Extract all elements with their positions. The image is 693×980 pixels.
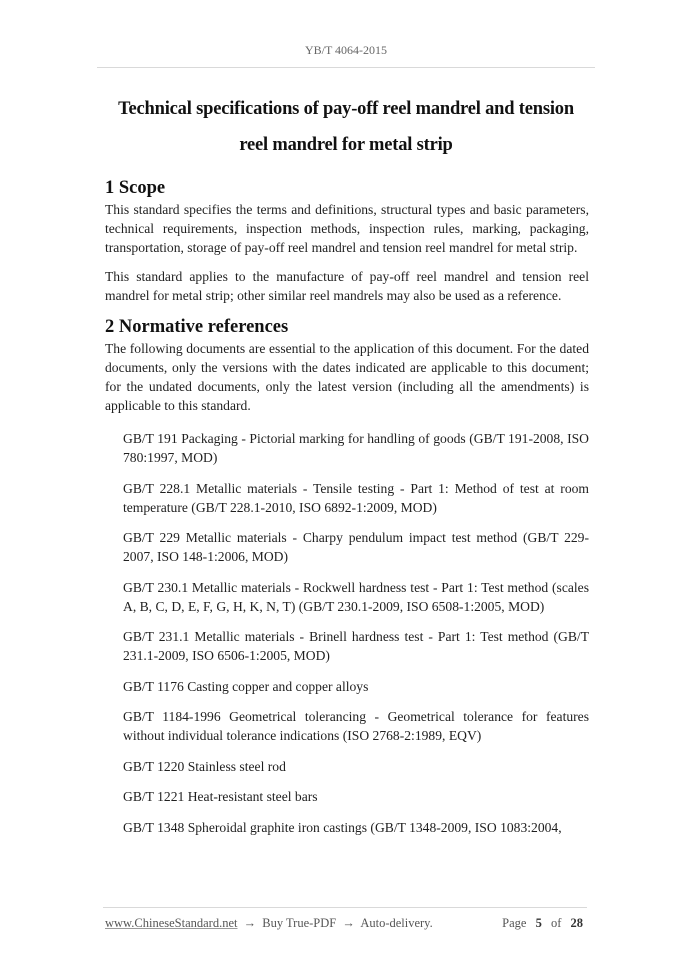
page-footer	[105, 916, 583, 931]
page-total: 28	[570, 916, 583, 930]
of-label: of	[550, 916, 562, 930]
section-heading-normative-references: 2 Normative references	[105, 317, 289, 337]
page-indicator	[502, 916, 583, 931]
document-body	[105, 176, 589, 848]
document-title	[90, 91, 602, 163]
page-current: 5	[535, 916, 542, 930]
title-line-2: reel mandrel for metal strip	[239, 135, 453, 155]
normative-intro-paragraph: The following documents are essential to the application of this document. For the dated documents, only the versions with the dates indicated are applicable to this document; for the undated documents, only the latest version (including all the amendments) is applicable to this standard.	[105, 341, 589, 413]
page-label: Page	[502, 916, 527, 930]
reference-item: GB/T 228.1 Metallic materials - Tensile testing - Part 1: Method of test at room temperature (GB/T 228.1-2010, ISO 6892-1:2009, MOD)	[123, 480, 589, 515]
chinesestandard-link[interactable]: www.ChineseStandard.net	[105, 916, 238, 930]
reference-item: GB/T 229 Metallic materials - Charpy pendulum impact test method (GB/T 229-2007, ISO 148-1:2006, MOD)	[123, 530, 589, 564]
reference-list	[105, 429, 589, 837]
reference-item: GB/T 1220 Stainless steel rod	[123, 758, 286, 774]
header-divider	[97, 67, 595, 68]
scope-paragraph-2: This standard applies to the manufacture of pay-off reel mandrel and tension reel mandrel for metal strip; other similar reel mandrels may also be used as a reference.	[105, 269, 589, 303]
page-header-standard-code: YB/T 4064-2015	[304, 43, 388, 57]
reference-item: GB/T 231.1 Metallic materials - Brinell hardness test - Part 1: Test method (GB/T 231.1-2009, ISO 6506-1:2005, MOD)	[123, 629, 589, 663]
scope-paragraph-1: This standard specifies the terms and definitions, structural types and basic parameters, technical requirements, inspection methods, inspection rules, marking, packaging, transportation, storage of pay-off reel mandrel and tension reel mandrel for metal strip.	[105, 202, 589, 255]
title-line-1: Technical specifications of pay-off reel mandrel and tension	[118, 99, 574, 119]
reference-item: GB/T 1184-1996 Geometrical tolerancing - Geometrical tolerance for features without individual tolerance indications (ISO 2768-2:1989, EQV)	[123, 709, 589, 743]
footer-promo	[105, 916, 433, 931]
reference-item: GB/T 1348 Spheroidal graphite iron castings (GB/T 1348-2009, ISO 1083:2004,	[123, 819, 562, 835]
footer-step-buy: Buy True-PDF	[262, 916, 337, 930]
footer-step-delivery: Auto-delivery.	[360, 916, 433, 930]
reference-item: GB/T 230.1 Metallic materials - Rockwell hardness test - Part 1: Test method (scales A, B, C, D, E, F, G, H, K, N, T) (GB/T 230.1-2009, ISO 6508-1:2005, MOD)	[123, 579, 589, 614]
section-heading-scope: 1 Scope	[105, 178, 166, 198]
reference-item: GB/T 1221 Heat-resistant steel bars	[123, 789, 318, 804]
arrow-right-icon: →	[342, 916, 355, 930]
reference-item: GB/T 1176 Casting copper and copper alloys	[123, 678, 369, 694]
reference-item: GB/T 191 Packaging - Pictorial marking for handling of goods (GB/T 191-2008, ISO 780:1997, MOD)	[123, 431, 589, 465]
footer-divider	[103, 907, 587, 908]
arrow-right-icon: →	[243, 916, 257, 930]
